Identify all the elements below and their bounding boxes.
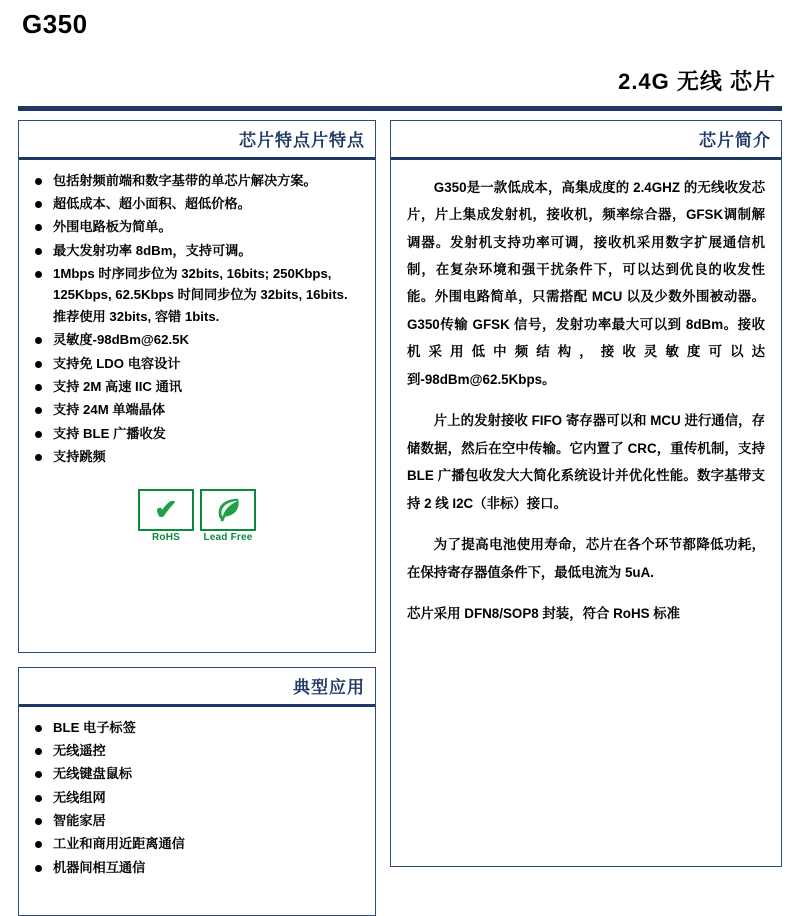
list-item: 工业和商用近距离通信 — [31, 833, 363, 854]
rohs-label: RoHS — [151, 532, 181, 544]
list-item: 机器间相互通信 — [31, 857, 363, 878]
right-column — [390, 120, 782, 867]
list-item: 包括射频前端和数字基带的单芯片解决方案。 — [31, 170, 363, 191]
check-glyph: ✔ — [154, 494, 178, 526]
applications-list — [31, 717, 363, 879]
lead-free-badge — [200, 489, 256, 543]
applications-panel — [18, 667, 376, 916]
certification-badges — [31, 489, 363, 543]
check-icon — [138, 489, 194, 531]
leaf-icon — [200, 489, 256, 531]
list-item: 1Mbps 时序同步位为 32bits, 16bits; 250Kbps, 125Kbps, 62.5Kbps 时间同步位为 32bits, 16bits. 推荐使用 32bits, 容错 1bits. — [31, 263, 363, 327]
list-item: 无线键盘鼠标 — [31, 763, 363, 784]
list-item: 智能家居 — [31, 810, 363, 831]
left-column — [18, 120, 376, 916]
applications-panel-body — [19, 707, 375, 915]
features-panel — [18, 120, 376, 653]
applications-panel-title: 典型应用 — [293, 677, 365, 697]
intro-panel-title: 芯片简介 — [699, 130, 771, 150]
applications-panel-header — [19, 668, 375, 707]
content-columns — [18, 120, 782, 916]
intro-paragraph: 为了提高电池使用寿命，芯片在各个环节都降低功耗，在保持寄存器值条件下，最低电流为 5uA. — [407, 537, 765, 580]
list-item: 无线遥控 — [31, 740, 363, 761]
list-item: 支持免 LDO 电容设计 — [31, 353, 363, 374]
list-item: 外围电路板为简单。 — [31, 216, 363, 237]
document-page — [0, 9, 800, 875]
header-divider — [18, 106, 782, 111]
list-item: BLE 电子标签 — [31, 717, 363, 738]
intro-panel — [390, 120, 782, 867]
list-item: 支持跳频 — [31, 446, 363, 467]
list-item: 超低成本、超小面积、超低价格。 — [31, 193, 363, 214]
list-item: 无线组网 — [31, 787, 363, 808]
intro-paragraph: 片上的发射接收 FIFO 寄存器可以和 MCU 进行通信，存储数据，然后在空中传输。它内置了 CRC，重传机制，支持 BLE 广播包收发大大简化系统设计并优化性能。数字基带支持 2 线 I2C（非标）接口。 — [407, 413, 765, 511]
features-panel-header — [19, 121, 375, 160]
list-item: 最大发射功率 8dBm，支持可调。 — [31, 240, 363, 261]
list-item: 支持 BLE 广播收发 — [31, 423, 363, 444]
list-item: 支持 24M 单端晶体 — [31, 399, 363, 420]
lead-free-label: Lead Free — [203, 532, 253, 544]
rohs-badge — [138, 489, 194, 543]
page-title: G350 — [22, 9, 88, 39]
intro-paragraph: 芯片采用 DFN8/SOP8 封装，符合 RoHS 标准 — [407, 606, 681, 622]
features-panel-title: 芯片特点片特点 — [239, 130, 365, 150]
page-subtitle: 2.4G 无线 芯片 — [618, 68, 776, 94]
intro-panel-header — [391, 121, 781, 160]
intro-panel-body — [391, 160, 781, 866]
list-item: 支持 2M 高速 IIC 通讯 — [31, 376, 363, 397]
features-panel-body — [19, 160, 375, 652]
list-item: 灵敏度-98dBm@62.5K — [31, 329, 363, 350]
intro-paragraph: G350是一款低成本，高集成度的 2.4GHZ 的无线收发芯片，片上集成发射机，接收机，频率综合器，GFSK调制解调器。发射机支持功率可调，接收机采用数字扩展通信机制，在复杂环境和强干扰条件下，可以达到优良的收发性能。外围电路简单，只需搭配 MCU 以及少数外围被动器。G350传输 GFSK 信号，发射功率最大可以到 8dBm。接收机采用低中频结构，接收灵敏度可以达到-98dBm@62.5Kbps。 — [407, 179, 765, 387]
features-list — [31, 170, 363, 468]
